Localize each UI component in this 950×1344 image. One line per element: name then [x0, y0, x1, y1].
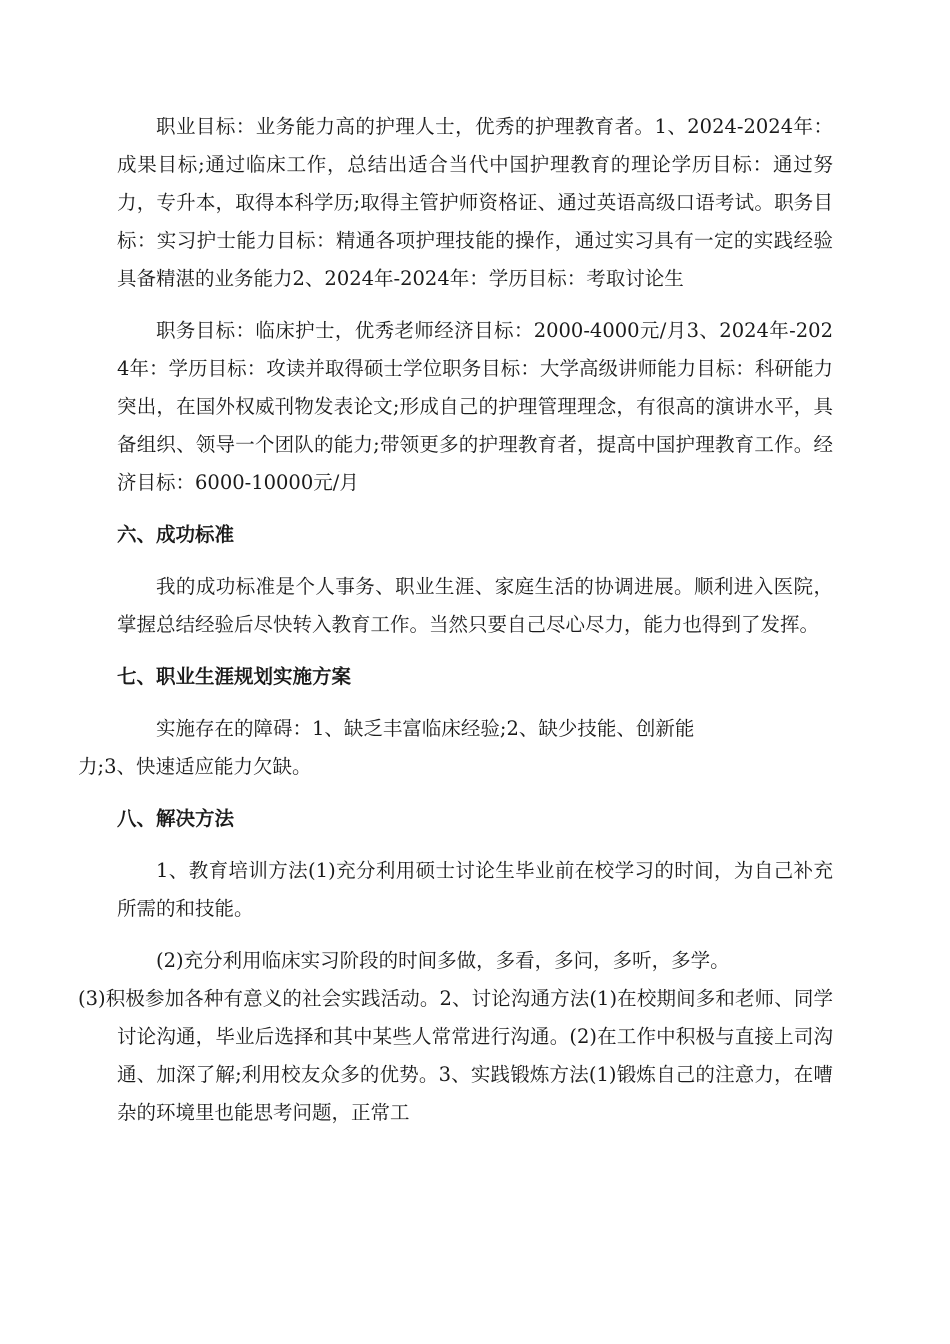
paragraph-methods	[78, 942, 833, 1132]
document-page	[78, 108, 833, 1132]
paragraph-position-goals: 职务目标：临床护士，优秀老师经济目标：2000-4000元/月3、2024年-2024年：学历目标：攻读并取得硕士学位职务目标：大学高级讲师能力目标：科研能力突出，在国外权威刊物发表论文;形成自己的护理管理理念，有很高的演讲水平，具备组织、领导一个团队的能力;带领更多的护理教育者，提高中国护理教育工作。经济目标：6000-10000元/月	[117, 319, 833, 494]
paragraph-success-criteria: 我的成功标准是个人事务、职业生涯、家庭生活的协调进展。顺利进入医院，掌握总结经验后尽快转入教育工作。当然只要自己尽心尽力，能力也得到了发挥。	[117, 575, 833, 636]
paragraph-education-training: 1、教育培训方法(1)充分利用硕士讨论生毕业前在校学习的时间，为自己补充所需的和技能。	[117, 859, 833, 920]
obstacles-line-2: 力;3、快速适应能力欠缺。	[78, 755, 312, 778]
methods-line-1: (2)充分利用临床实习阶段的时间多做，多看，多问，多听，多学。	[156, 949, 730, 972]
heading-success-criteria: 六、成功标准	[117, 523, 235, 546]
methods-rest: (3)积极参加各种有意义的社会实践活动。2、讨论沟通方法(1)在校期间多和老师、同学讨论沟通，毕业后选择和其中某些人常常进行沟通。(2)在工作中积极与直接上司沟通、加深了解;利用校友众多的优势。3、实践锻炼方法(1)锻炼自己的注意力，在嘈杂的环境里也能思考问题，正常工	[78, 987, 833, 1124]
obstacles-line-1: 实施存在的障碍：1、缺乏丰富临床经验;2、缺少技能、创新能	[156, 717, 695, 740]
paragraph-obstacles	[78, 710, 833, 786]
heading-implementation-plan: 七、职业生涯规划实施方案	[117, 665, 352, 688]
heading-solutions: 八、解决方法	[117, 807, 235, 830]
paragraph-career-goals: 职业目标：业务能力高的护理人士，优秀的护理教育者。1、2024-2024年：成果目标;通过临床工作，总结出适合当代中国护理教育的理论学历目标：通过努力，专升本，取得本科学历;取得主管护师资格证、通过英语高级口语考试。职务目标：实习护士能力目标：精通各项护理技能的操作，通过实习具有一定的实践经验具备精湛的业务能力2、2024年-2024年：学历目标：考取讨论生	[117, 115, 833, 290]
